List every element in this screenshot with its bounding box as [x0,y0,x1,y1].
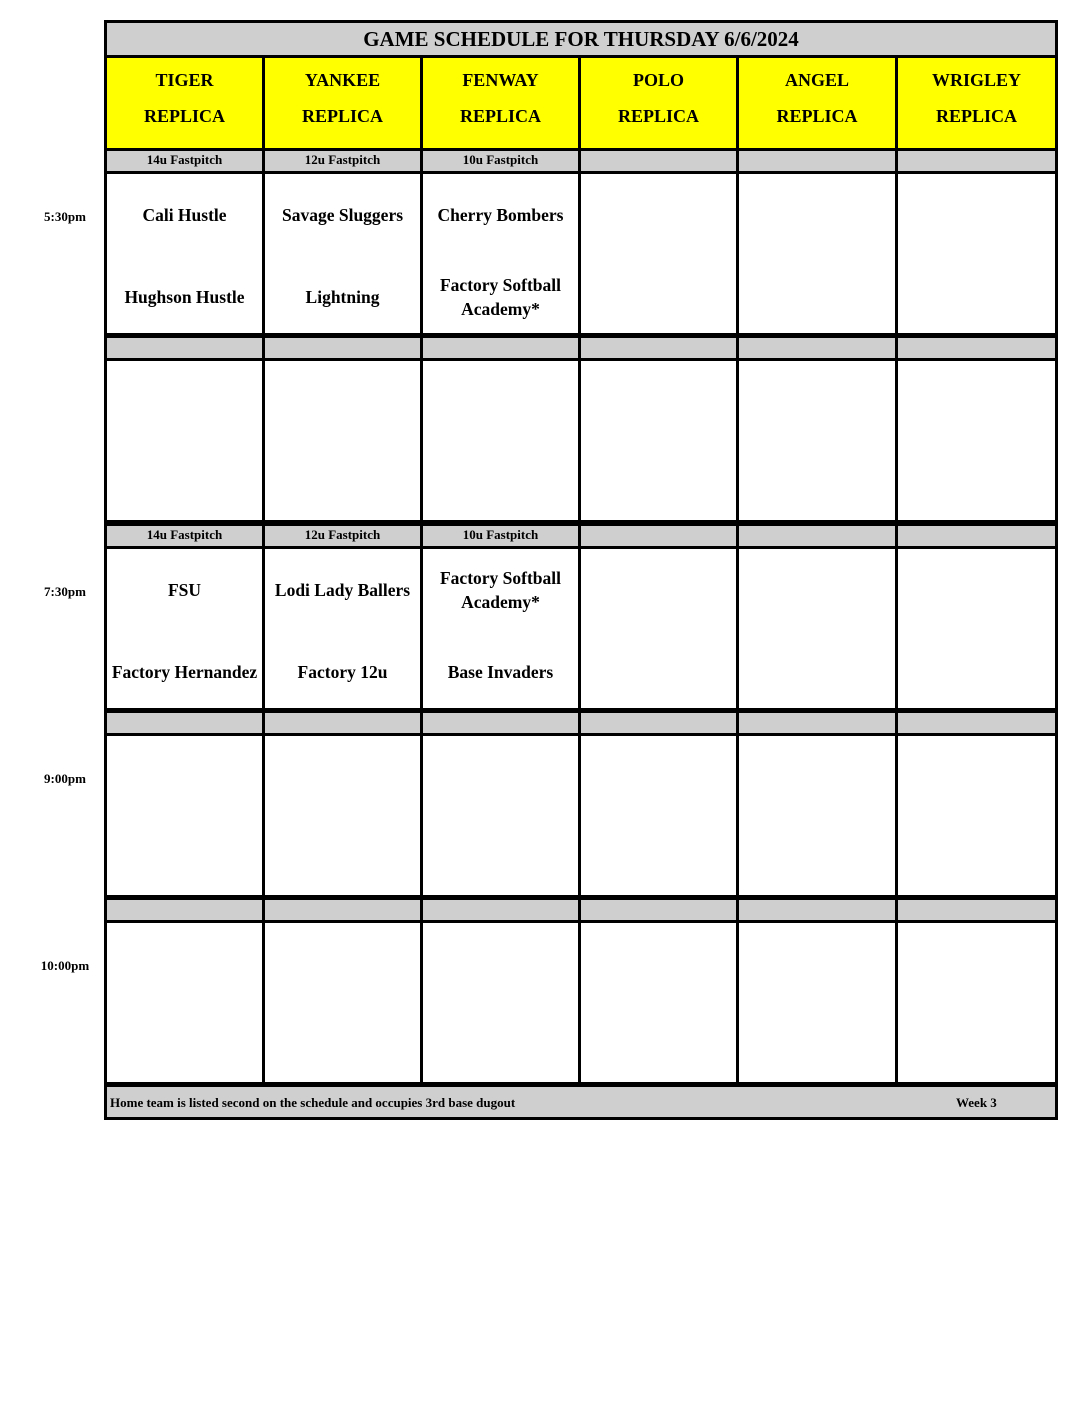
away-team: FSU [167,580,202,600]
game-cell [736,733,898,898]
away-team [898,190,1055,240]
field-header [578,55,739,151]
away-team [423,939,578,989]
game-cell [262,171,423,336]
game-cell [262,733,423,898]
away-team [739,752,895,802]
home-team [739,834,895,884]
home-team [898,459,1055,509]
game-cell [420,546,581,711]
away-team: Savage Sluggers [281,205,404,225]
game-cell [262,358,423,523]
game-cell [104,358,265,523]
away-team [739,565,895,615]
home-team [739,647,895,697]
division-label: 12u Fastpitch [262,148,423,174]
field-header [104,55,265,151]
away-team [898,377,1055,427]
away-team: Cherry Bombers [437,205,564,225]
field-name: FENWAY [462,70,539,90]
game-cell [578,358,739,523]
game-cell [262,920,423,1085]
away-team [265,939,420,989]
home-team [265,459,420,509]
away-team [107,377,262,427]
home-team: Hughson Hustle [124,287,245,307]
home-team [581,272,736,322]
time-label: 7:30pm [44,584,86,599]
game-cell [736,171,898,336]
game-cell [736,920,898,1085]
home-team [423,834,578,884]
division-label: 12u Fastpitch [262,523,423,549]
game-cell [104,920,265,1085]
game-cell [420,171,581,336]
home-team: Factory Softball Academy* [439,275,562,319]
field-name: TIGER [155,70,214,90]
home-team [581,1021,736,1071]
home-team [898,1021,1055,1071]
home-team [898,272,1055,322]
time-label: 9:00pm [44,771,86,786]
game-cell [895,733,1058,898]
field-subtitle: REPLICA [776,106,858,126]
home-team [581,459,736,509]
game-cell [736,358,898,523]
home-team [581,834,736,884]
game-cell [578,546,739,711]
away-team [581,377,736,427]
game-cell [420,358,581,523]
away-team [265,377,420,427]
home-team: Factory 12u [297,662,388,682]
footer-bar [104,1084,1058,1120]
division-label: 10u Fastpitch [420,148,581,174]
home-team [107,1021,262,1071]
field-name: YANKEE [304,70,381,90]
division-label: 14u Fastpitch [104,148,265,174]
game-cell [578,733,739,898]
away-team: Factory Softball Academy* [439,568,562,612]
home-team [739,272,895,322]
game-cell [104,546,265,711]
field-subtitle: REPLICA [459,106,541,126]
home-team: Lightning [305,287,380,307]
game-cell [895,920,1058,1085]
field-name: ANGEL [784,70,849,90]
away-team [265,752,420,802]
field-header [736,55,898,151]
game-cell [420,733,581,898]
away-team [739,939,895,989]
away-team [581,939,736,989]
field-name: WRIGLEY [931,70,1021,90]
game-cell [578,920,739,1085]
division-label: 14u Fastpitch [104,523,265,549]
time-label: 5:30pm [44,209,86,224]
away-team [107,752,262,802]
away-team [423,752,578,802]
game-cell [420,920,581,1085]
field-header [895,55,1058,151]
field-name: POLO [632,70,684,90]
field-header [262,55,423,151]
field-header [420,55,581,151]
game-cell [262,546,423,711]
away-team [898,752,1055,802]
game-cell [895,358,1058,523]
footer-note: Home team is listed second on the schedule and occupies 3rd base dugout [110,1095,516,1110]
field-subtitle: REPLICA [935,106,1017,126]
away-team [739,377,895,427]
home-team [265,834,420,884]
game-cell [895,171,1058,336]
time-label: 10:00pm [40,958,90,973]
home-team [739,1021,895,1071]
division-label: 10u Fastpitch [420,523,581,549]
away-team [107,939,262,989]
home-team [581,647,736,697]
field-subtitle: REPLICA [143,106,225,126]
home-team [739,459,895,509]
week-label: Week 3 [956,1095,997,1110]
schedule-title: GAME SCHEDULE FOR THURSDAY 6/6/2024 [104,20,1058,58]
game-cell [104,171,265,336]
away-team: Lodi Lady Ballers [274,580,411,600]
home-team [265,1021,420,1071]
game-cell [578,171,739,336]
game-cell [104,733,265,898]
home-team [423,1021,578,1071]
field-subtitle: REPLICA [301,106,383,126]
home-team [107,459,262,509]
away-team [898,939,1055,989]
home-team: Factory Hernandez [111,662,258,682]
away-team [581,565,736,615]
schedule-table [104,20,1058,1120]
home-team: Base Invaders [447,662,554,682]
home-team [898,834,1055,884]
away-team [423,377,578,427]
away-team [581,752,736,802]
away-team [739,190,895,240]
away-team: Cali Hustle [142,205,227,225]
away-team [581,190,736,240]
field-subtitle: REPLICA [617,106,699,126]
home-team [898,647,1055,697]
game-cell [736,546,898,711]
home-team [107,834,262,884]
away-team [898,565,1055,615]
game-cell [895,546,1058,711]
home-team [423,459,578,509]
